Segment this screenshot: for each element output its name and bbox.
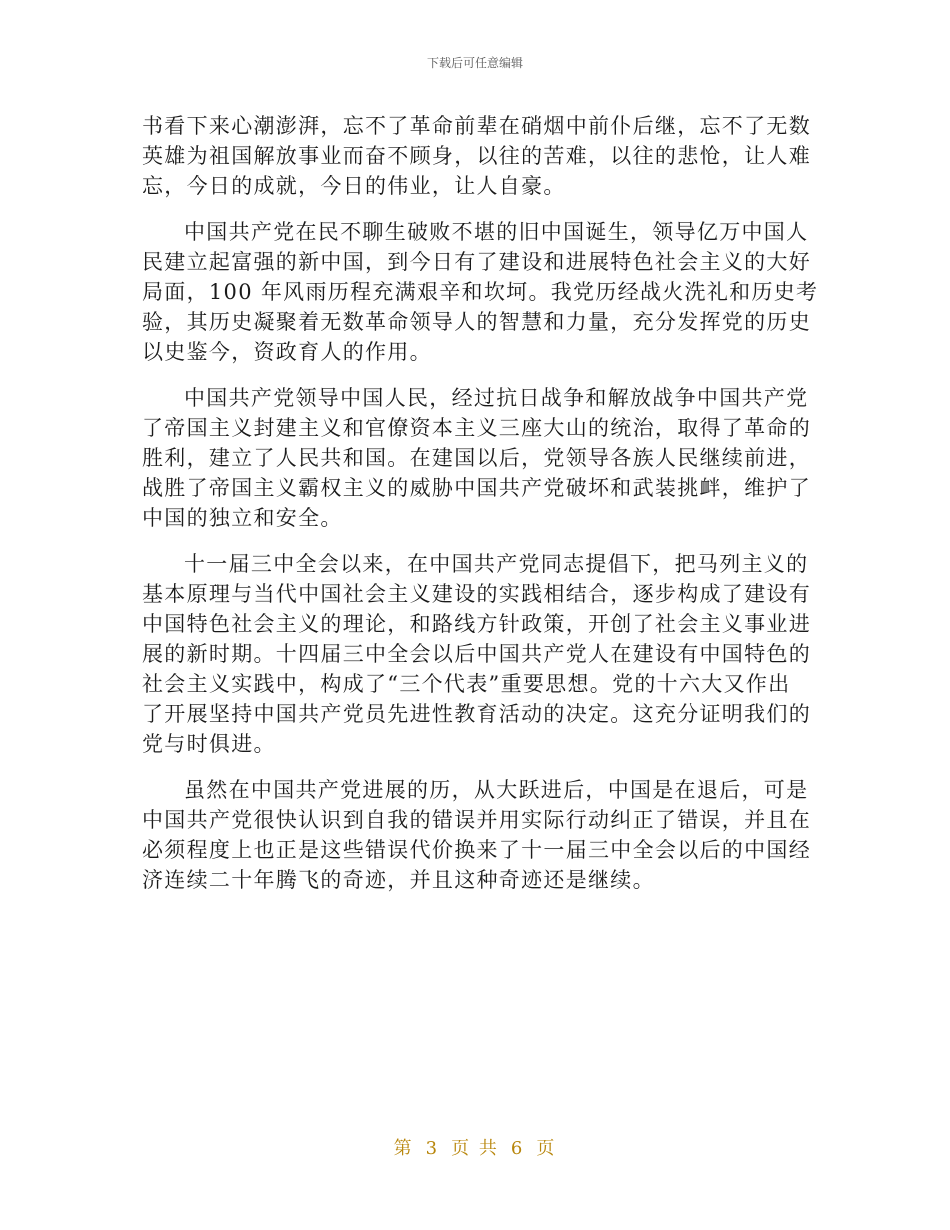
text-line: 胜利，建立了人民共和国。在建国以后，党领导各族人民继续前进，	[142, 446, 811, 470]
footer-middle: 页 共	[451, 1138, 499, 1159]
text-line: 中国的独立和安全。	[142, 506, 343, 530]
text-line: 展的新时期。十四届三中全会以后中国共产党人在建设有中国特色的	[142, 642, 811, 666]
text-line: 验，其历史凝聚着无数革命领导人的智慧和力量，充分发挥党的历史	[142, 310, 811, 334]
text-line: 中国共产党很快认识到自我的错误并用实际行动纠正了错误，并且在	[142, 808, 811, 832]
paragraph	[142, 217, 819, 367]
text-line: 书看下来心潮澎湃，忘不了革命前辈在硝烟中前仆后继，忘不了无数	[142, 114, 811, 138]
text-line: 基本原理与当代中国社会主义建设的实践相结合，逐步构成了建设有	[142, 582, 811, 606]
paragraph	[142, 383, 811, 533]
text-line: 社会主义实践中，构成了“三个代表”重要思想。党的十六大又作出	[142, 672, 791, 696]
text-line: 中国共产党领导中国人民，经过抗日战争和解放战争中国共产党	[184, 386, 809, 410]
document-body	[142, 111, 819, 911]
text-line: 英雄为祖国解放事业而奋不顾身，以往的苦难，以往的悲怆，让人难	[142, 144, 811, 168]
page-header: 下载后可任意编辑	[426, 56, 523, 70]
text-line: 党与时俱进。	[142, 732, 276, 756]
text-line: 战胜了帝国主义霸权主义的威胁中国共产党破坏和武装挑衅，维护了	[142, 476, 811, 500]
footer-suffix: 页	[536, 1138, 557, 1159]
text-line: 虽然在中国共产党进展的历，从大跃进后，中国是在退后，可是	[184, 778, 809, 802]
footer-prefix: 第	[393, 1138, 414, 1159]
text-line: 了开展坚持中国共产党员先进性教育活动的决定。这充分证明我们的	[142, 702, 811, 726]
paragraph	[142, 775, 811, 895]
text-line: 以史鉴今，资政育人的作用。	[142, 340, 432, 364]
text-line: 忘，今日的成就，今日的伟业，让人自豪。	[142, 174, 566, 198]
text-line: 中国特色社会主义的理论，和路线方针政策，开创了社会主义事业进	[142, 612, 811, 636]
text-line: 必须程度上也正是这些错误代价换来了十一届三中全会以后的中国经	[142, 838, 811, 862]
page-total: 6	[510, 1138, 525, 1159]
text-line: 了帝国主义封建主义和官僚资本主义三座大山的统治，取得了革命的	[142, 416, 811, 440]
text-line: 十一届三中全会以来，在中国共产党同志提倡下，把马列主义的	[184, 552, 809, 576]
text-line: 中国共产党在民不聊生破败不堪的旧中国诞生，领导亿万中国人	[184, 220, 809, 244]
text-line: 济连续二十年腾飞的奇迹，并且这种奇迹还是继续。	[142, 868, 655, 892]
paragraph	[142, 111, 811, 201]
paragraph	[142, 549, 811, 759]
text-line: 民建立起富强的新中国，到今日有了建设和进展特色社会主义的大好	[142, 250, 811, 274]
page-number: 3	[425, 1138, 440, 1159]
page-footer	[0, 1134, 950, 1160]
text-line: 局面，100 年风雨历程充满艰辛和坎坷。我党历经战火洗礼和历史考	[142, 280, 819, 304]
